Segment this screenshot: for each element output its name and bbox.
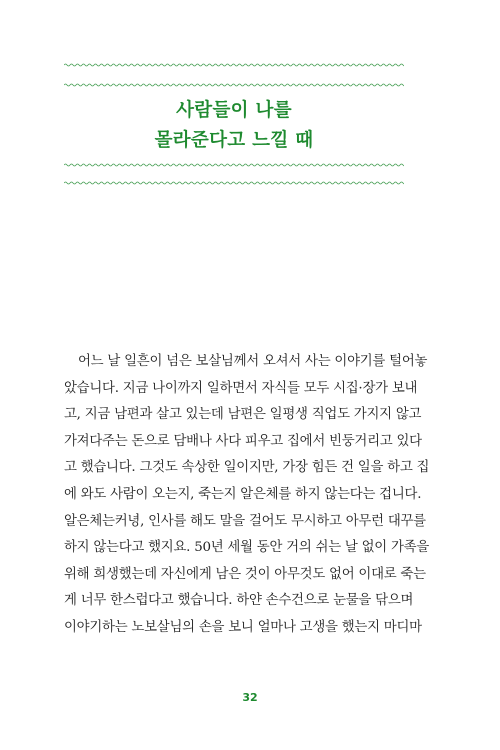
body-line: 고, 지금 남편과 살고 있는데 남편은 일평생 직업도 가지지 않고 — [64, 407, 422, 423]
body-line: 알은체는커녕, 인사를 해도 말을 걸어도 무시하고 아무런 대꾸를 — [64, 513, 426, 529]
wavy-line-path — [64, 164, 404, 166]
body-line: 어느 날 일흔이 넘은 보살님께서 오셔서 사는 이야기를 털어놓 — [78, 354, 428, 369]
decorative-wavy-line — [64, 180, 404, 186]
body-line: 고 했습니다. 그것도 속상한 일이지만, 가장 힘든 건 일을 하고 집 — [64, 460, 430, 476]
wavy-line-svg — [64, 62, 404, 68]
wavy-line-path — [64, 182, 404, 184]
page-number: 32 — [242, 691, 258, 704]
body-line: 위해 희생했는데 자신에게 남은 것이 아무것도 없어 이대로 죽는 — [64, 566, 426, 582]
wavy-line-path — [64, 84, 404, 86]
wavy-line-svg — [64, 82, 404, 88]
chapter-title-line-2: 몰라준다고 느낄 때 — [154, 130, 314, 151]
body-line: 가져다주는 돈으로 담배나 사다 피우고 집에서 빈둥거리고 있다 — [64, 433, 422, 449]
chapter-title — [64, 96, 404, 156]
wavy-line-svg — [64, 162, 404, 168]
decorative-wavy-line — [64, 62, 404, 68]
body-line: 하지 않는다고 했지요. 50년 세월 동안 거의 쉬는 날 없이 가족을 — [64, 540, 430, 556]
wavy-line-svg — [64, 180, 404, 186]
chapter-title-line-1: 사람들이 나를 — [176, 100, 292, 121]
body-paragraph — [64, 349, 430, 642]
decorative-wavy-line — [64, 162, 404, 168]
body-line: 았습니다. 지금 나이까지 일하면서 자식들 모두 시집·장가 보내 — [64, 380, 418, 396]
body-line: 이야기하는 노보살님의 손을 보니 얼마나 고생을 했는지 마디마 — [64, 619, 422, 635]
body-line: 에 와도 사람이 오는지, 죽는지 알은체를 하지 않는다는 겁니다. — [64, 486, 422, 502]
wavy-line-path — [64, 64, 404, 66]
body-line: 게 너무 한스럽다고 했습니다. 하얀 손수건으로 눈물을 닦으며 — [64, 593, 414, 609]
decorative-wavy-line — [64, 82, 404, 88]
